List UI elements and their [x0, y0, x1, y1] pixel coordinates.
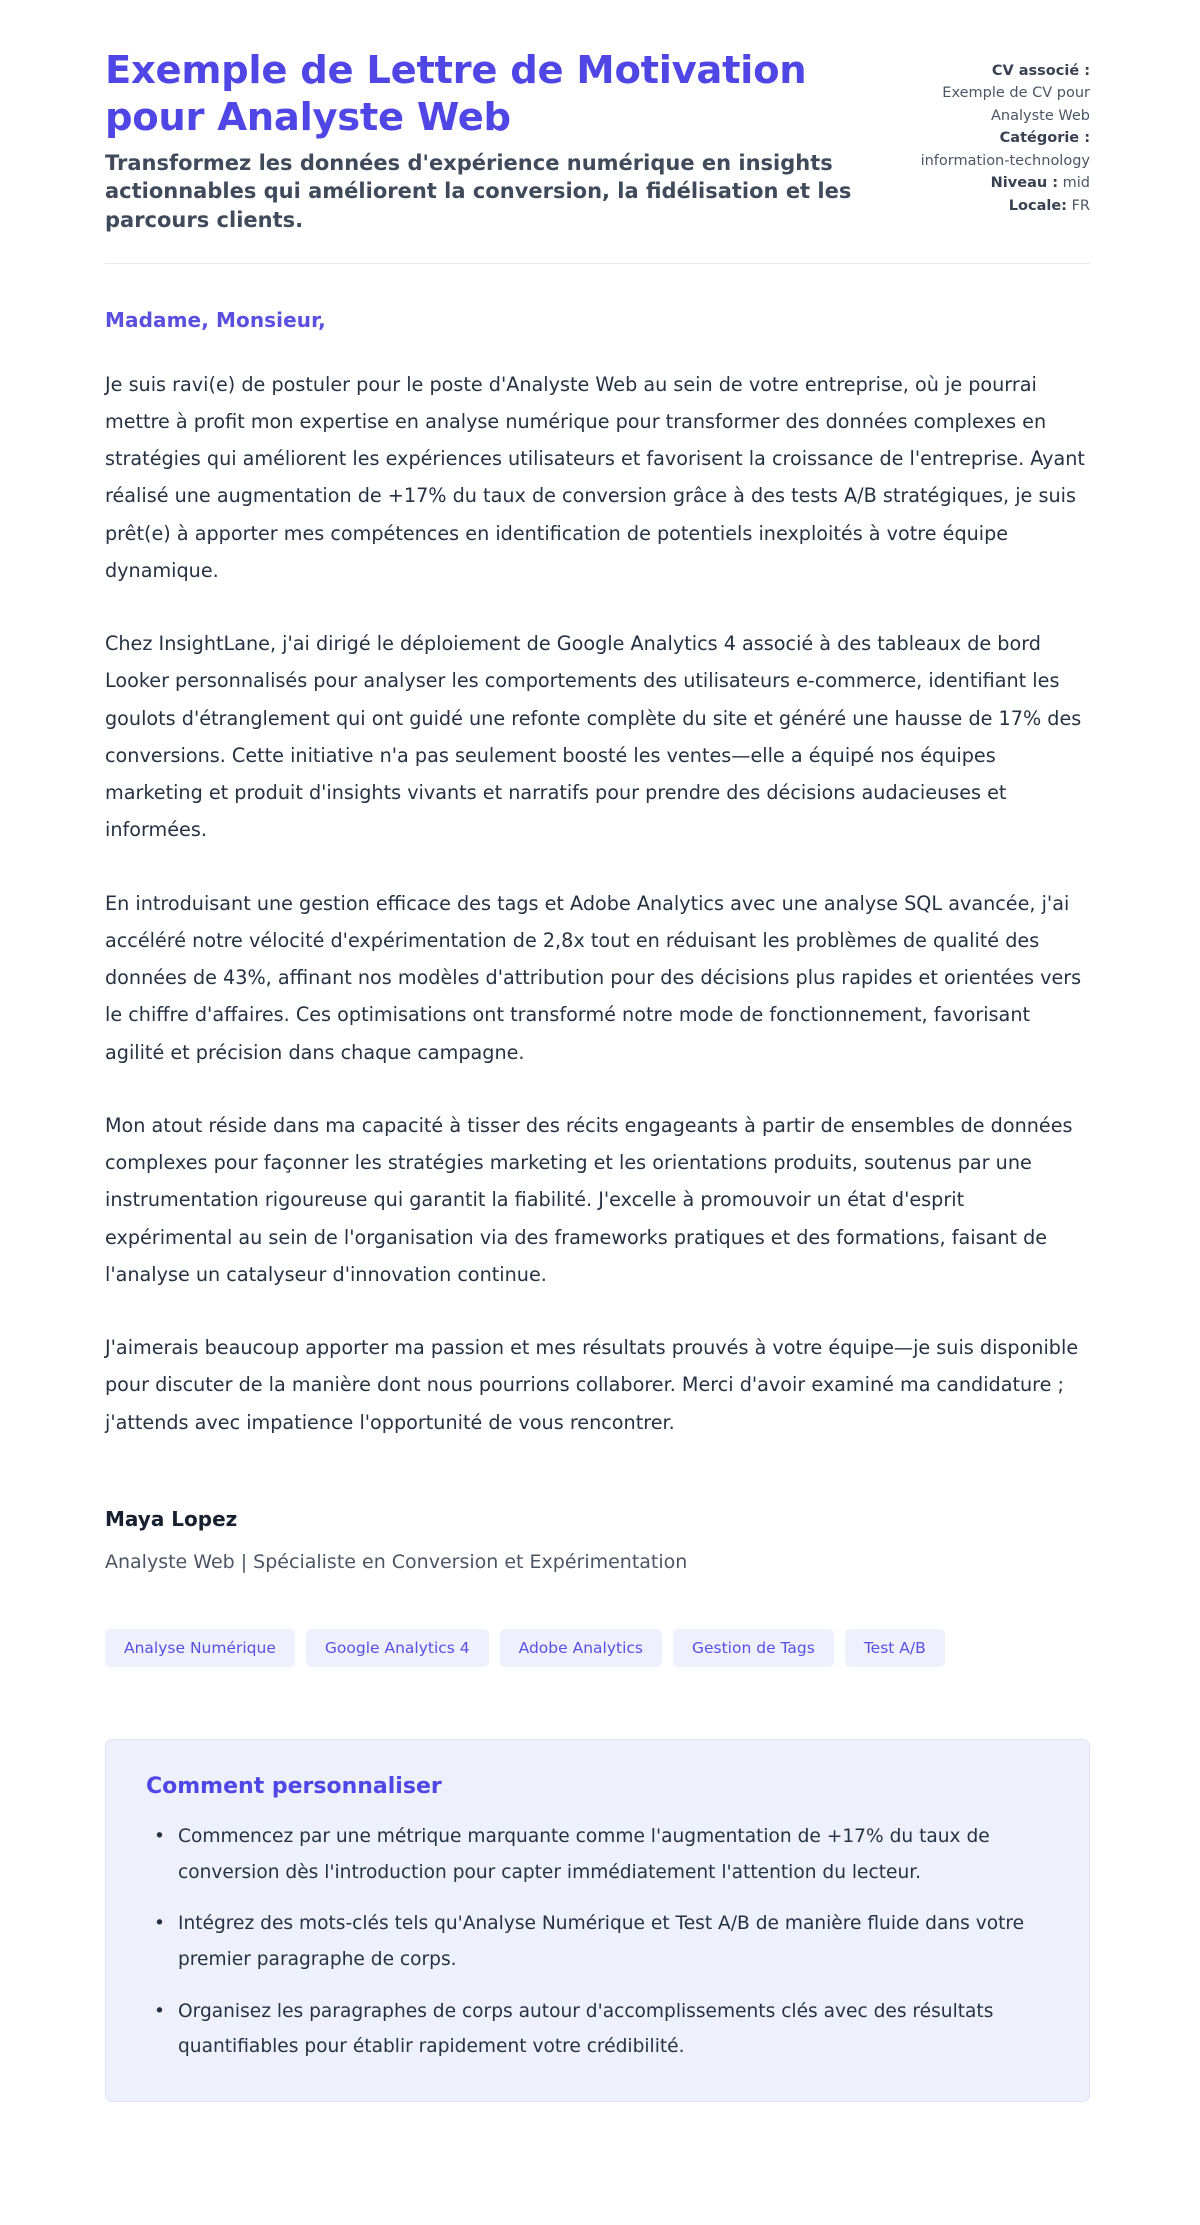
- body-paragraph: Mon atout réside dans ma capacité à tisser des récits engageants à partir de ensembles de données complexes pour façonner les stratégies marketing et les orientations produits, soutenus par une instrumentation rigoureuse qui garantit la fiabilité. J'excelle à promouvoir un état d'esprit expérimental au sein de l'organisation via des frameworks pratiques et des formations, faisant de l'analyse un catalyseur d'innovation continue.: [105, 1113, 1073, 1286]
- level-label: Niveau :: [990, 175, 1059, 192]
- associated-cv-label: CV associé :: [991, 63, 1090, 79]
- metadata-associated-cv: [905, 60, 1090, 127]
- skill-tag-list: [105, 1629, 1090, 1667]
- level-value: mid: [1062, 175, 1090, 192]
- callout-list: [146, 1819, 1049, 2065]
- skill-tag[interactable]: Gestion de Tags: [673, 1629, 834, 1667]
- locale-label: Locale:: [1008, 197, 1067, 214]
- page-title: Exemple de Lettre de Motivation pour Analyste Web: [105, 48, 807, 140]
- body-paragraph: Je suis ravi(e) de postuler pour le poste d'Analyste Web au sein de votre entreprise, où je pourrai mettre à profit mon expertise en analyse numérique pour transformer des données complexes en stratégies qui améliorent les expériences utilisateurs et favorisent la croissance de l'entreprise. Ayant réalisé une augmentation de +17% du taux de conversion grâce à des tests A/B stratégiques, je suis prêt(e) à apporter mes compétences en identification de potentiels inexploités à votre équipe dynamique.: [105, 372, 1085, 582]
- skill-tag[interactable]: Adobe Analytics: [500, 1629, 662, 1667]
- list-item: • Organisez les paragraphes de corps autour d'accomplissements clés avec des résultats quantifiables pour établir rapidement votre crédibilité.: [172, 1994, 1049, 2065]
- signature-block: [105, 1507, 1090, 1573]
- associated-cv-value: Exemple de CV pour Analyste Web: [942, 85, 1090, 124]
- signature-role: Analyste Web | Spécialiste en Conversion et Expérimentation: [105, 1550, 688, 1573]
- metadata-level: [905, 172, 1090, 194]
- skill-tag[interactable]: Test A/B: [845, 1629, 945, 1667]
- list-item: • Intégrez des mots-clés tels qu'Analyse Numérique et Test A/B de manière fluide dans votre premier paragraphe de corps.: [172, 1906, 1049, 1977]
- locale-value: FR: [1071, 197, 1090, 214]
- body-paragraph: Chez InsightLane, j'ai dirigé le déploiement de Google Analytics 4 associé à des tableaux de bord Looker personnalisés pour analyser les comportements des utilisateurs e-commerce, identifiant les goulots d'étranglement qui ont guidé une refonte complète du site et généré une hausse de 17% des conversions. Cette initiative n'a pas seulement boosté les ventes—elle a équipé nos équipes marketing et produit d'insights vivants et narratifs pour prendre des décisions audacieuses et informées.: [105, 632, 1082, 842]
- signature-name: Maya Lopez: [105, 1506, 238, 1531]
- body-paragraph: En introduisant une gestion efficace des tags et Adobe Analytics avec une analyse SQL avancée, j'ai accéléré notre vélocité d'expérimentation de 2,8x tout en réduisant les problèmes de qualité des données de 43%, affinant nos modèles d'attribution pour des décisions plus rapides et orientées vers le chiffre d'affaires. Ces optimisations ont transformé notre mode de fonctionnement, favorisant agilité et précision dans chaque campagne.: [105, 891, 1082, 1064]
- category-label: Catégorie :: [999, 130, 1090, 147]
- customization-callout: [105, 1739, 1090, 2102]
- metadata-category: [905, 127, 1090, 172]
- document-header: [105, 48, 1090, 263]
- callout-title: Comment personnaliser: [146, 1773, 442, 1799]
- body-paragraph: J'aimerais beaucoup apporter ma passion et mes résultats prouvés à votre équipe—je suis disponible pour discuter de la manière dont nous pourrions collaborer. Merci d'avoir examiné ma candidature ; j'attends avec impatience l'opportunité de vous rencontrer.: [105, 1336, 1079, 1434]
- list-item: • Commencez par une métrique marquante comme l'augmentation de +17% du taux de conversion dès l'introduction pour capter immédiatement l'attention du lecteur.: [172, 1819, 1049, 1890]
- document-metadata: [905, 48, 1090, 217]
- letter-body: [105, 264, 1090, 2102]
- skill-tag[interactable]: Analyse Numérique: [105, 1629, 295, 1667]
- metadata-locale: [905, 195, 1090, 217]
- skill-tag[interactable]: Google Analytics 4: [306, 1629, 489, 1667]
- category-value: information-technology: [920, 152, 1090, 169]
- page-subtitle: Transformez les données d'expérience numérique en insights actionnables qui améliorent la conversion, la fidélisation et les parcours clients.: [105, 150, 852, 233]
- salutation: Madame, Monsieur,: [105, 307, 326, 332]
- header-title-block: [105, 48, 865, 235]
